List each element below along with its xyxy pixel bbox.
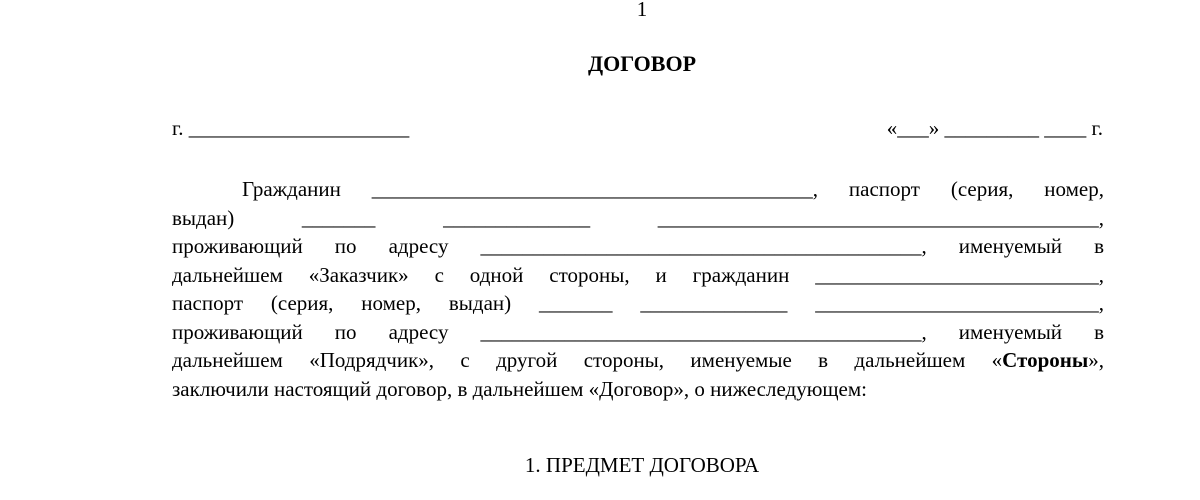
paragraph-line-3: проживающий по адресу __________________________________________, именуемый в: [172, 234, 1104, 258]
paragraph-line-4: дальнейшем «Заказчик» с одной стороны, и гражданин ___________________________,: [172, 262, 1104, 287]
paragraph-line-5: паспорт (серия, номер, выдан) _______ ______________ ___________________________,: [172, 291, 1104, 315]
paragraph-line-8: заключили настоящий договор, в дальнейшем «Договор», о нижеследующем:: [172, 376, 867, 401]
parties-term: Стороны: [1002, 348, 1089, 372]
line-7-text-after: »,: [1088, 348, 1104, 372]
paragraph-line-6: проживающий по адресу __________________________________________, именуемый в: [172, 319, 1104, 344]
paragraph-line-1: Гражданин __________________________________________, паспорт (серия, номер,: [242, 177, 1104, 201]
preamble-paragraph: [172, 175, 1104, 403]
page-number: 1: [636, 0, 648, 21]
city-field-line: г. _____________________: [172, 116, 410, 140]
document-title: ДОГОВОР: [587, 51, 697, 76]
paragraph-line-7: [172, 346, 1104, 375]
paragraph-line-2: выдан) _______ ______________ __________________________________________,: [172, 205, 1104, 230]
section-heading: 1. ПРЕДМЕТ ДОГОВОРА: [524, 453, 760, 477]
date-field-line: «___» _________ ____ г.: [886, 116, 1103, 140]
line-7-text-before: дальнейшем «Подрядчик», с другой стороны, именуемые в дальнейшем «: [172, 348, 1003, 372]
